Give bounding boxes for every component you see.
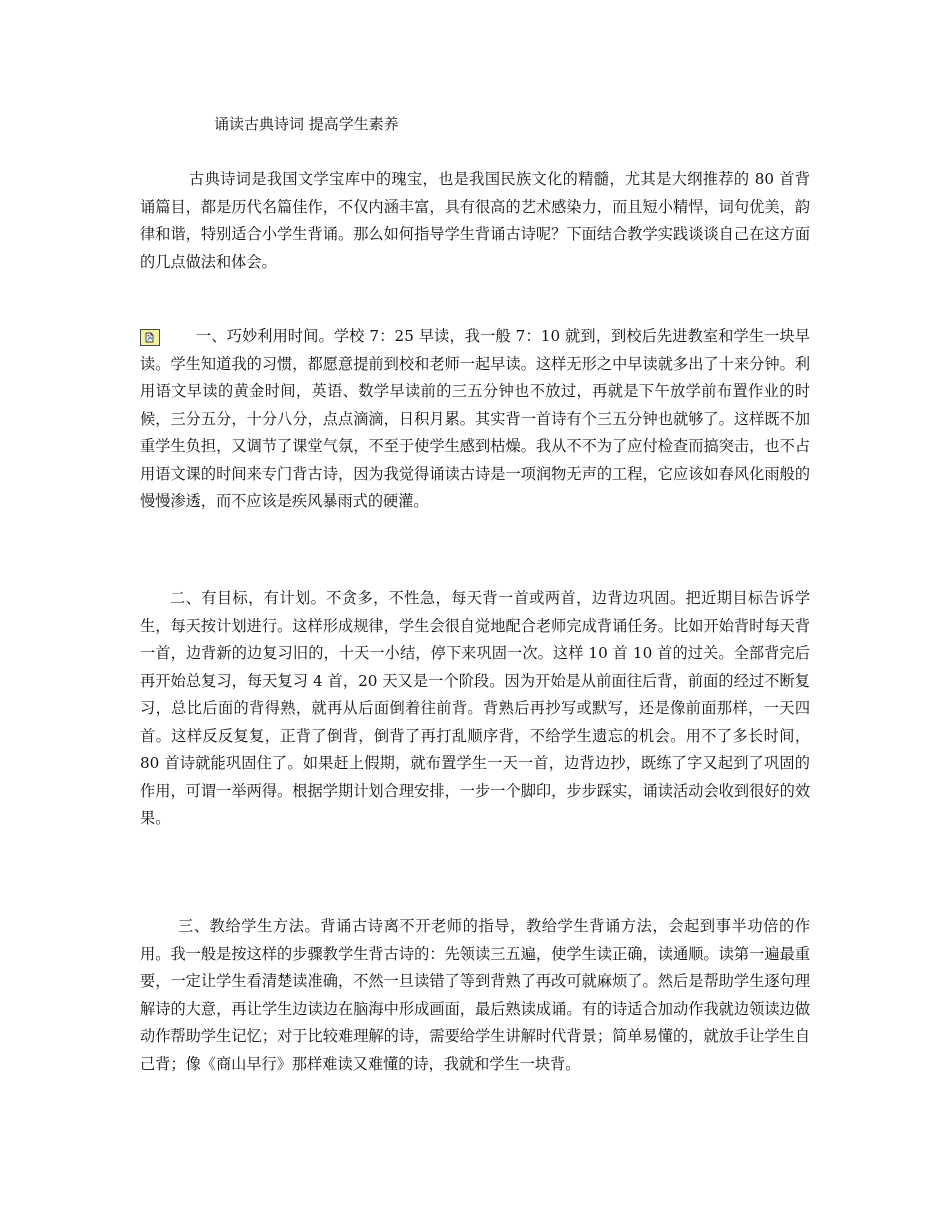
paragraph-section-2: 二、有目标，有计划。不贪多，不性急，每天背一首或两首，边背边巩固。把近期目标告诉学生，每天按计划进行。这样形成规律，学生会很自觉地配合老师完成背诵任务。比如开始背时每天背一首，边背新的边复习旧的，十天一小结，停下来巩固一次。这样 10 首 10 首的过关。全部背完后再开始总复习，每天复习 4 首，20 天又是一个阶段。因为开始是从前面往后背，前面的经过不断复习，总比后面的背得熟，就再从后面倒着往前背。背熟后再抄写或默写，还是像前面那样，一天四首。这样反反复复，正背了倒背，倒背了再打乱顺序背，不给学生遗忘的机会。用不了多长时间，80 首诗就能巩固住了。如果赶上假期，就布置学生一天一首，边背边抄，既练了字又起到了巩固的作用，可谓一举两得。根据学期计划合理安排，一步一个脚印，步步踩实，诵读活动会收到很好的效果。	[140, 589, 810, 827]
paragraph-intro: 古典诗词是我国文学宝库中的瑰宝，也是我国民族文化的精髓，尤其是大纲推荐的 80 首背诵篇目，都是历代名篇佳作，不仅内涵丰富，具有很高的艺术感染力，而且短小精悍，词句优美，韵律和谐，特别适合小学生背诵。那么如何指导学生背诵古诗呢？下面结合教学实践谈谈自己在这方面的几点做法和体会。	[140, 170, 810, 271]
paragraph-section-1: 一、巧妙利用时间。学校 7：25 早读，我一般 7：10 就到，到校后先进教室和学生一块早读。学生知道我的习惯，都愿意提前到校和老师一起早读。这样无形之中早读就多出了十来分钟。利用语文早读的黄金时间，英语、数学早读前的三五分钟也不放过，再就是下午放学前布置作业的时候，三分五分，十分八分，点点滴滴，日积月累。其实背一首诗有个三五分钟也就够了。这样既不加重学生负担，又调节了课堂气氛，不至于使学生感到枯燥。我从不不为了应付检查而搞突击，也不占用语文课的时间来专门背古诗，因为我觉得诵读古诗是一项润物无声的工程，它应该如春风化雨般的慢慢渗透，而不应该是疾风暴雨式的硬灌。	[140, 327, 810, 510]
page-title: 诵读古典诗词 提高学生素养	[214, 115, 399, 133]
paragraph-section-3: 三、教给学生方法。背诵古诗离不开老师的指导，教给学生背诵方法，会起到事半功倍的作用。我一般是按这样的步骤教学生背古诗的：先领读三五遍，使学生读正确，读通顺。读第一遍最重要，一定让学生看清楚读准确，不然一旦读错了等到背熟了再改可就麻烦了。然后是帮助学生逐句理解诗的大意，再让学生边读边在脑海中形成画面，最后熟读成诵。有的诗适合加动作我就边领读边做动作帮助学生记忆；对于比较难理解的诗，需要给学生讲解时代背景；简单易懂的，就放手让学生自己背；像《商山早行》那样难读又难懂的诗，我就和学生一块背。	[140, 917, 810, 1073]
